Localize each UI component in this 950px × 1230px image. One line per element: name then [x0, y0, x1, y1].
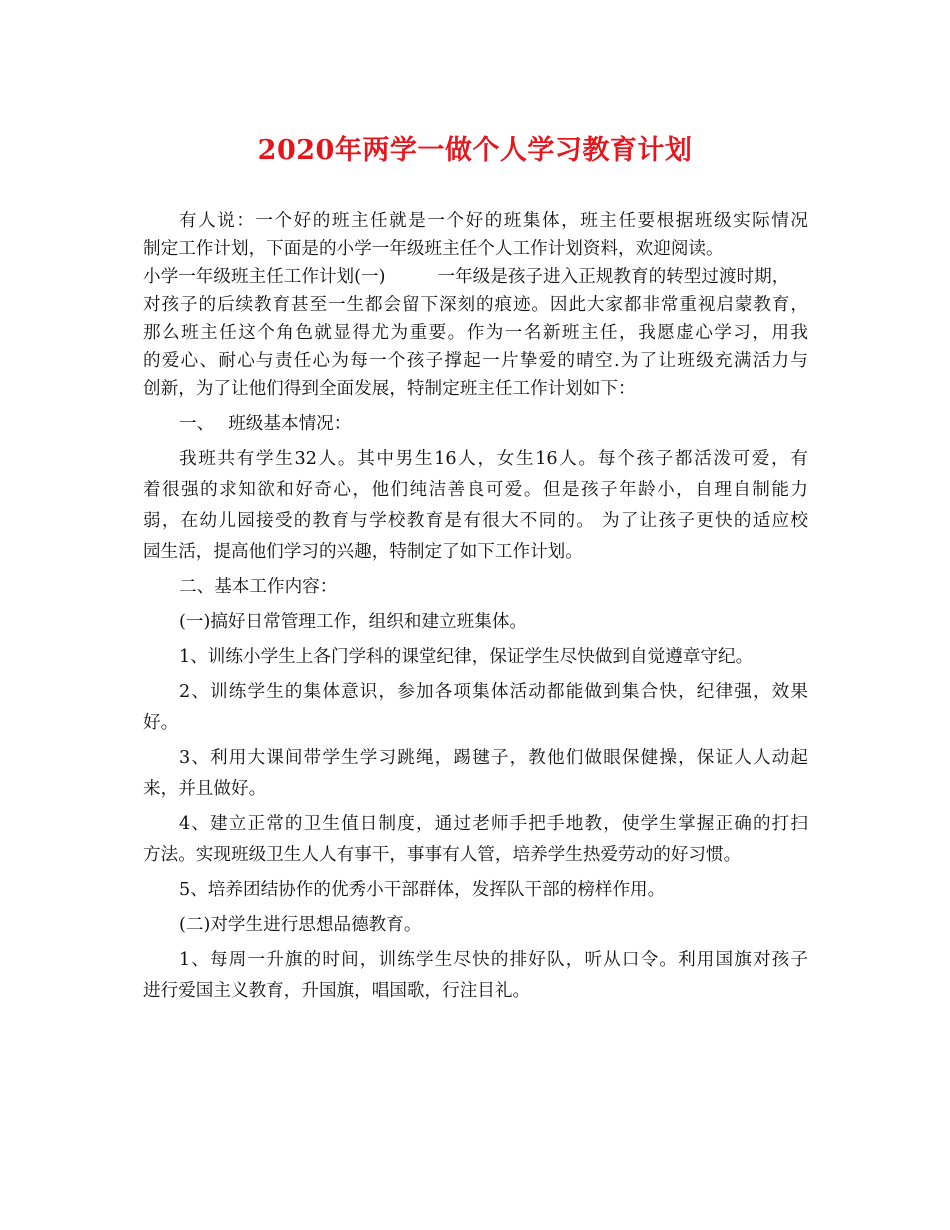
text-line: 弱，在幼儿园接受的教育与学校教育是有很大不同的。 为了让孩子更快的适应校: [143, 511, 808, 531]
text-line: 创新，为了让他们得到全面发展，特制定班主任工作计划如下：: [143, 379, 636, 399]
text-line: 那么班主任这个角色就显得尤为重要。作为一名新班主任，我愿虚心学习，用我: [143, 323, 808, 343]
paragraph-intro: [143, 207, 808, 263]
text-line: 进行爱国主义教育，升国旗，唱国歌，行注目礼。: [143, 981, 531, 1001]
paragraph-plan-one: [143, 263, 808, 403]
subsection-1: [143, 608, 808, 636]
text-line: 园生活，提高他们学习的兴趣，特制定了如下工作计划。: [143, 542, 583, 562]
text-line: (一)搞好日常管理工作，组织和建立班集体。: [179, 612, 528, 632]
text-line: 制定工作计划，下面是的小学一年级班主任个人工作计划资料，欢迎阅读。: [143, 239, 724, 259]
text-line: 对孩子的后续教育甚至一生都会留下深刻的痕迹。因此大家都非常重视启蒙教育，: [143, 295, 808, 315]
text-line: (二)对学生进行思想品德教育。: [179, 915, 422, 935]
plan-text: 一年级是孩子进入正规教育的转型过渡时期，: [437, 267, 790, 287]
text-line: 1、训练小学生上各门学科的课堂纪律，保证学生尽快做到自觉遵章守纪。: [179, 647, 754, 667]
section-number: 一、: [179, 414, 215, 434]
text-line-with-heading: [143, 263, 808, 291]
text-line: 2、训练学生的集体意识，参加各项集体活动都能做到集合快，纪律强，效果: [179, 682, 808, 702]
list-item: [143, 678, 808, 737]
text-line: 来，并且做好。: [143, 779, 267, 799]
text-line: [143, 410, 808, 438]
plan-heading: 小学一年级班主任工作计划(一): [143, 267, 386, 287]
text-line: 3、利用大课间带学生学习跳绳，踢毽子，教他们做眼保健操，保证人人动起: [179, 748, 808, 768]
list-item: [143, 643, 808, 671]
text-line: 方法。实现班级卫生人人有事干，事事有人管，培养学生热爱劳动的好习惯。: [143, 845, 742, 865]
paragraph-class-info: [143, 445, 808, 566]
text-line: 4、建立正常的卫生值日制度，通过老师手把手地教，使学生掌握正确的打扫: [179, 814, 808, 834]
text-line: 二、基本工作内容：: [179, 577, 338, 597]
list-item: [143, 876, 808, 904]
document-body: [143, 207, 808, 1005]
section-heading-2: [143, 573, 808, 601]
text-line: 的爱心、耐心与责任心为每一个孩子撑起一片挚爱的晴空.为了让班级充满活力与: [143, 351, 808, 371]
document-title: 2020年两学一做个人学习教育计划: [257, 135, 693, 166]
section-label: 班级基本情况：: [228, 414, 352, 434]
list-item: [143, 810, 808, 869]
text-line: 我班共有学生32人。其中男生16人，女生16人。每个孩子都活泼可爱，有: [179, 449, 808, 469]
subsection-2: [143, 911, 808, 939]
text-line: 1、每周一升旗的时间，训练学生尽快的排好队，听从口令。利用国旗对孩子: [179, 950, 808, 970]
text-line: 5、培养团结协作的优秀小干部群体，发挥队干部的榜样作用。: [179, 880, 666, 900]
section-heading-1: [143, 410, 808, 438]
text-line: 有人说：一个好的班主任就是一个好的班集体，班主任要根据班级实际情况: [179, 211, 808, 231]
text-line: 好。: [143, 713, 179, 733]
list-item: [143, 744, 808, 803]
text-line: 着很强的求知欲和好奇心，他们纯洁善良可爱。但是孩子年龄小，自理自制能力: [143, 480, 808, 500]
list-item: [143, 946, 808, 1005]
